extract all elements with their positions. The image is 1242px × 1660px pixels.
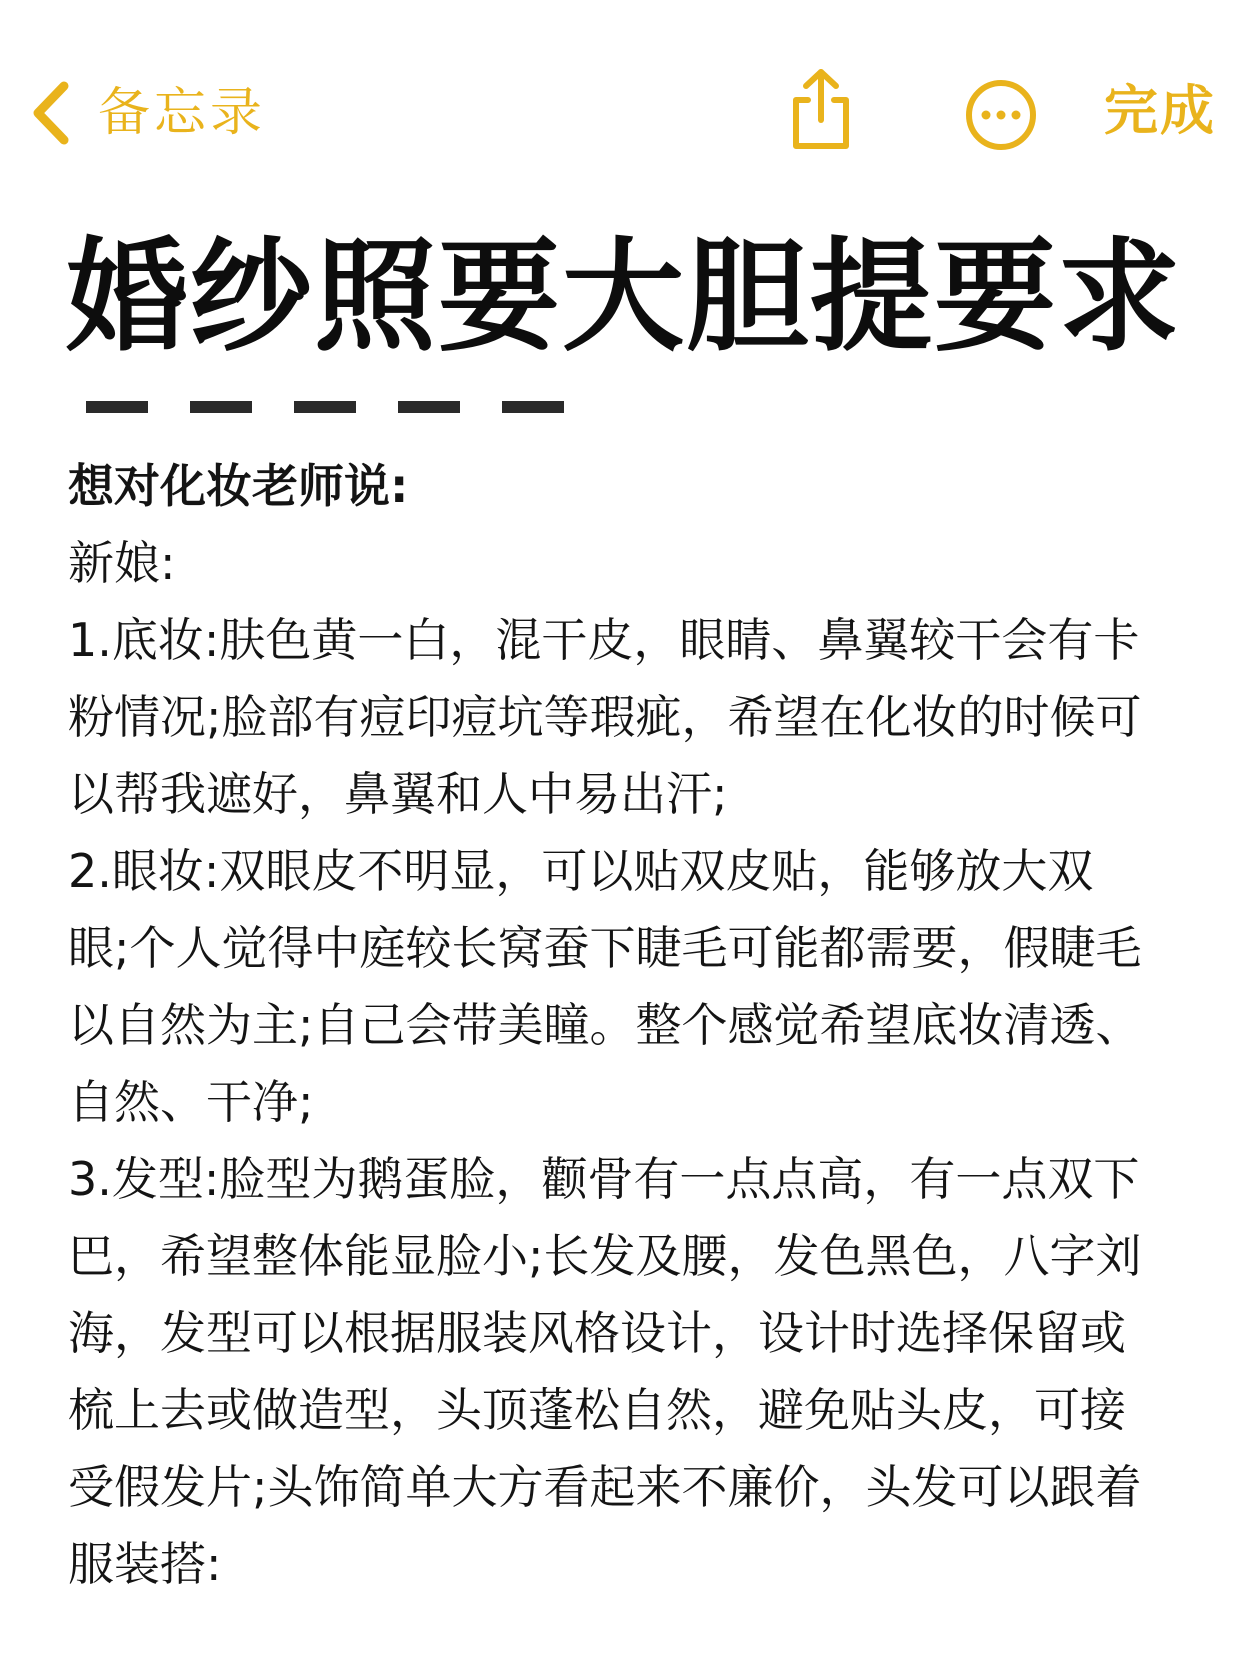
dash bbox=[398, 401, 460, 413]
note-paragraph-base-makeup: 1.底妆:肤色黄一白，混干皮，眼睛、鼻翼较干会有卡粉情况;脸部有痘印痘坑等瑕疵，希望在化妆的时候可以帮我遮好，鼻翼和人中易出汗; bbox=[68, 613, 1142, 821]
navigation-bar bbox=[0, 0, 1242, 200]
back-label: 备忘录 bbox=[98, 83, 267, 143]
share-icon[interactable] bbox=[786, 66, 856, 154]
dash bbox=[502, 401, 564, 413]
dash bbox=[294, 401, 356, 413]
note-body[interactable] bbox=[68, 448, 1148, 1603]
note-paragraph-eye-makeup: 2.眼妆:双眼皮不明显，可以贴双皮贴，能够放大双眼;个人觉得中庭较长窝蚕下睫毛可能都需要，假睫毛以自然为主;自己会带美瞳。整个感觉希望底妆清透、自然、干净; bbox=[68, 844, 1142, 1129]
dash bbox=[86, 401, 148, 413]
note-heading: 想对化妆老师说: bbox=[68, 459, 409, 513]
back-button[interactable] bbox=[26, 78, 266, 148]
note-paragraph-hairstyle: 3.发型:脸型为鹅蛋脸，颧骨有一点点高，有一点双下巴，希望整体能显脸小;长发及腰，发色黑色，八字刘海，发型可以根据服装风格设计，设计时选择保留或梳上去或做造型，头顶蓬松自然，避免贴头皮，可接受假发片;头饰简单大方看起来不廉价，头发可以跟着服装搭: bbox=[68, 1152, 1142, 1591]
divider-dashes bbox=[86, 401, 606, 413]
ellipsis-circle-icon[interactable] bbox=[964, 78, 1038, 152]
bride-label: 新娘: bbox=[68, 536, 176, 590]
note-title: 婚纱照要大胆提要求 bbox=[66, 226, 1182, 368]
dash bbox=[190, 401, 252, 413]
chevron-left-icon bbox=[26, 78, 76, 148]
done-button[interactable]: 完成 bbox=[1104, 79, 1216, 142]
